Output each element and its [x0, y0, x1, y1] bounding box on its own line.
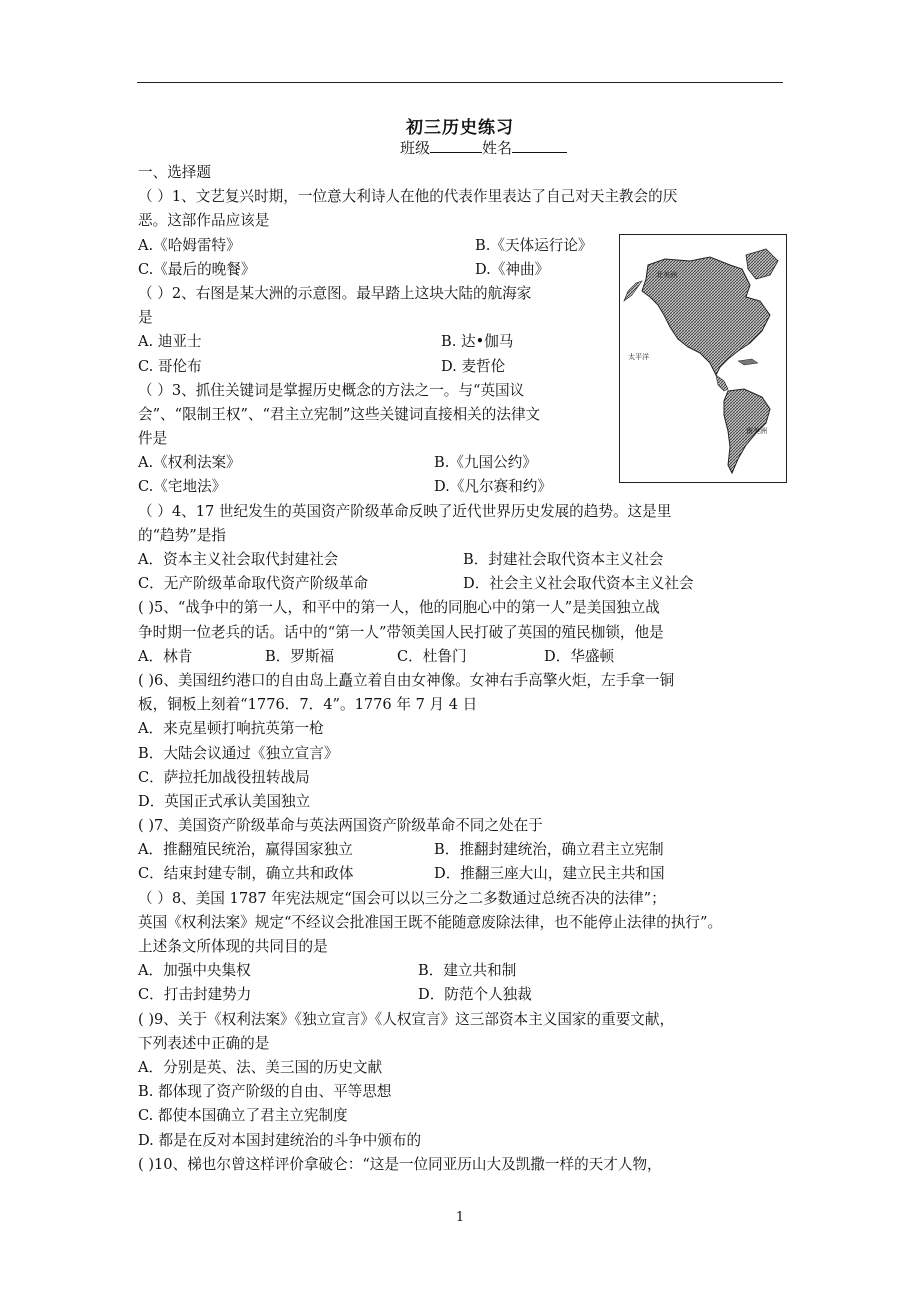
class-label: 班级 — [400, 139, 431, 157]
q7-stem-line1: ( )7、美国资产阶级革命与英法两国资产阶级革命不同之处在于 — [138, 817, 543, 835]
header-rule — [137, 82, 783, 83]
q1-option-b[interactable]: B.《天体运行论》 — [475, 236, 593, 254]
q1-option-a[interactable]: A.《哈姆雷特》 — [138, 236, 241, 254]
section-heading: 一、选择题 — [138, 164, 211, 181]
q8-stem-line1: （ ）8、美国 1787 年宪法规定“国会可以以三分之二多数通过总统否决的法律”； — [138, 889, 666, 907]
q4-option-c[interactable]: C．无产阶级革命取代资产阶级革命 — [138, 575, 369, 593]
q3-stem-line2: 会”、“限制王权”、“君主立宪制”这些关键词直接相关的法律文 — [138, 405, 541, 423]
q4-option-a[interactable]: A．资本主义社会取代封建社会 — [138, 551, 339, 568]
q5-stem-line2: 争时期一位老兵的话。话中的“第一人”带领美国人民打破了英国的殖民枷锁，他是 — [138, 623, 664, 641]
q2-stem-line1: （ ）2、右图是某大洲的示意图。最早踏上这块大陆的航海家 — [138, 284, 532, 302]
map-label-south: 南美洲 — [746, 427, 767, 435]
q5-option-d[interactable]: D．华盛顿 — [544, 647, 615, 665]
q5-options — [138, 645, 788, 669]
q10-stem-line1: ( )10、梯也尔曾这样评价拿破仑：“这是一位同亚历山大及凯撒一样的天才人物， — [138, 1155, 662, 1173]
q6-stem-line2: 板，铜板上刻着“1776．7．4”。1776 年 7 月 4 日 — [138, 696, 478, 714]
questions-section — [138, 161, 788, 1177]
q9-option-c[interactable]: C. 都使本国确立了君主立宪制度 — [138, 1107, 348, 1125]
q3-option-c[interactable]: C.《宅地法》 — [138, 478, 227, 496]
q3-option-d[interactable]: D.《凡尔赛和约》 — [434, 478, 552, 496]
q3-options-row1 — [138, 451, 788, 475]
q1-stem-line1: （ ）1、文艺复兴时期，一位意大利诗人在他的代表作里表达了自己对天主教会的厌 — [138, 188, 678, 206]
q6-option-b[interactable]: B．大陆会议通过《独立宣言》 — [138, 744, 339, 762]
class-blank[interactable] — [430, 138, 482, 153]
q5-option-c[interactable]: C．杜鲁门 — [397, 647, 467, 665]
q1-option-c[interactable]: C.《最后的晚餐》 — [138, 260, 256, 278]
q1-options-row1 — [138, 234, 788, 258]
q2-option-b[interactable]: B. 达•伽马 — [441, 333, 514, 351]
map-label-pacific: 太平洋 — [628, 353, 649, 361]
q9-option-b[interactable]: B. 都体现了资产阶级的自由、平等思想 — [138, 1083, 392, 1101]
q8-option-d[interactable]: D．防范个人独裁 — [418, 986, 532, 1004]
q4-stem-line2: 的“趋势”是指 — [138, 526, 226, 544]
q9-option-d[interactable]: D. 都是在反对本国封建统治的斗争中颁布的 — [138, 1131, 422, 1149]
q3-stem-line3: 件是 — [138, 430, 168, 448]
q4-stem-line1: （ ）4、17 世纪发生的英国资产阶级革命反映了近代世界历史发展的趋势。这是里 — [138, 502, 672, 520]
q6-stem-line1: ( )6、美国纽约港口的自由岛上矗立着自由女神像。女神右手高擎火炬，左手拿一铜 — [138, 671, 675, 689]
q2-option-c[interactable]: C. 哥伦布 — [138, 357, 202, 375]
q8-stem-line3: 上述条文所体现的共同目的是 — [138, 938, 328, 955]
q7-option-c[interactable]: C．结束封建专制，确立共和政体 — [138, 865, 354, 883]
q5-option-a[interactable]: A．林肯 — [138, 647, 193, 665]
document-title: 初三历史练习 — [406, 118, 514, 138]
q3-option-a[interactable]: A.《权利法案》 — [138, 454, 241, 472]
map-label-north: 北美洲 — [656, 271, 677, 279]
q4-options-row2 — [138, 572, 788, 596]
q1-options-row2 — [138, 258, 788, 282]
q3-option-b[interactable]: B.《九国公约》 — [434, 454, 537, 472]
q2-option-d[interactable]: D. 麦哲伦 — [441, 357, 506, 375]
q8-options-row1 — [138, 959, 788, 983]
q5-stem-line1: ( )5、“战争中的第一人，和平中的第一人，他的同胞心中的第一人”是美国独立战 — [138, 599, 660, 617]
q1-stem-line2: 恶。这部作品应该是 — [138, 212, 270, 230]
q2-option-a[interactable]: A. 迪亚士 — [138, 333, 202, 351]
q2-options-row1 — [138, 330, 788, 354]
name-label: 姓名 — [482, 139, 513, 157]
q7-option-b[interactable]: B．推翻封建统治，确立君主立宪制 — [434, 841, 664, 859]
name-blank[interactable] — [512, 138, 567, 153]
q8-option-a[interactable]: A．加强中央集权 — [138, 962, 251, 980]
q9-stem-line2: 下列表述中正确的是 — [138, 1034, 270, 1052]
q3-stem-line1: （ ）3、抓住关键词是掌握历史概念的方法之一。与“英国议 — [138, 381, 525, 399]
q4-option-b[interactable]: B．封建社会取代资本主义社会 — [463, 551, 664, 568]
q7-options-row1 — [138, 838, 788, 862]
q3-options-row2 — [138, 475, 788, 499]
q8-option-c[interactable]: C．打击封建势力 — [138, 986, 252, 1004]
q8-options-row2 — [138, 983, 788, 1007]
q2-stem-line2: 是 — [138, 309, 153, 327]
q5-option-b[interactable]: B．罗斯福 — [265, 647, 335, 665]
q6-option-a[interactable]: A．来克星顿打响抗英第一枪 — [138, 720, 324, 738]
student-info-line — [400, 137, 567, 158]
q7-option-a[interactable]: A．推翻殖民统治，赢得国家独立 — [138, 841, 353, 859]
q6-option-d[interactable]: D．英国正式承认美国独立 — [138, 792, 311, 810]
q7-options-row2 — [138, 862, 788, 886]
q8-option-b[interactable]: B．建立共和制 — [418, 962, 517, 980]
q6-option-c[interactable]: C．萨拉托加战役扭转战局 — [138, 768, 310, 786]
q7-option-d[interactable]: D．推翻三座大山，建立民主共和国 — [434, 865, 665, 883]
page-number: 1 — [455, 1210, 465, 1225]
q9-option-a[interactable]: A．分别是英、法、美三国的历史文献 — [138, 1058, 383, 1076]
q4-options-row1 — [138, 548, 788, 572]
q4-option-d[interactable]: D．社会主义社会取代资本主义社会 — [463, 575, 694, 593]
q2-options-row2 — [138, 355, 788, 379]
q8-stem-line2: 英国《权利法案》规定“不经议会批准国王既不能随意废除法律，也不能停止法律的执行”。 — [138, 913, 723, 931]
q1-option-d[interactable]: D.《神曲》 — [475, 260, 550, 278]
q9-stem-line1: ( )9、关于《权利法案》《独立宣言》《人权宣言》这三部资本主义国家的重要文献， — [138, 1010, 675, 1028]
